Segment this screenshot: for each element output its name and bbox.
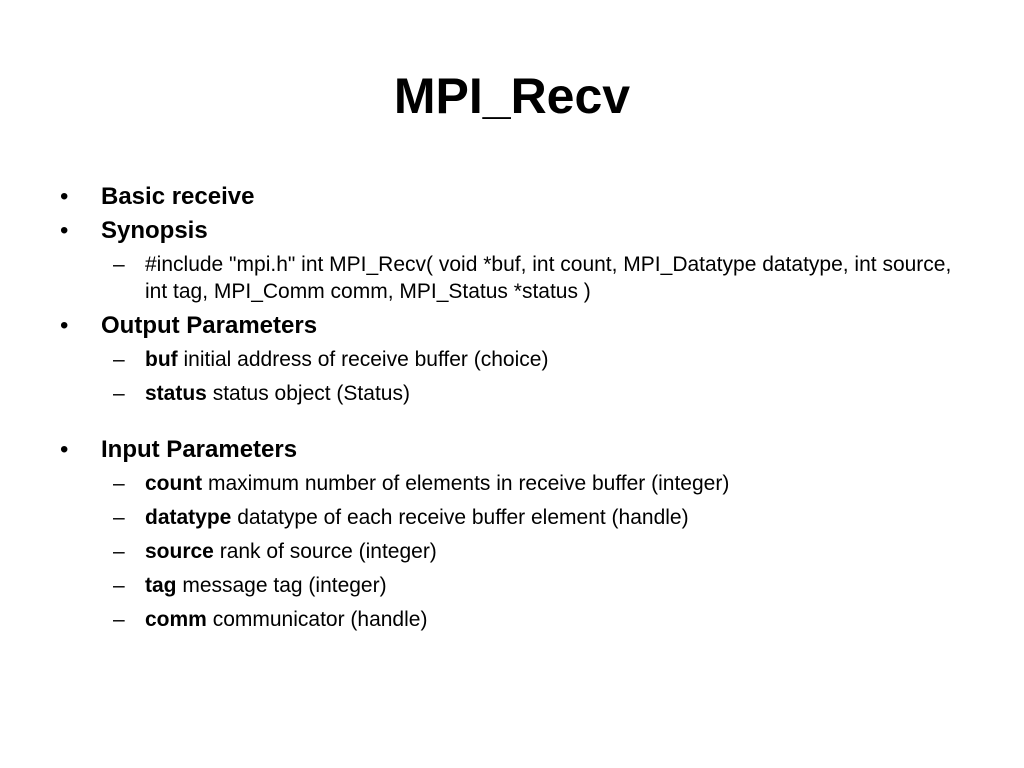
dash-icon: – bbox=[113, 608, 125, 631]
param-description: status object (Status) bbox=[206, 382, 410, 405]
param-keyword: source bbox=[145, 540, 214, 563]
dash-icon: – bbox=[113, 506, 125, 529]
bullet-basic-receive bbox=[60, 180, 960, 214]
param-buf bbox=[60, 343, 960, 377]
dash-icon: – bbox=[113, 348, 125, 371]
bullet-icon: • bbox=[60, 217, 69, 244]
dash-icon: – bbox=[113, 472, 125, 495]
param-keyword: buf bbox=[145, 348, 178, 371]
bullet-label: Basic receive bbox=[101, 183, 255, 210]
bullet-synopsis bbox=[60, 214, 960, 248]
spacer bbox=[60, 411, 960, 433]
param-description: initial address of receive buffer (choice) bbox=[177, 348, 549, 371]
param-tag bbox=[60, 569, 960, 603]
param-count bbox=[60, 467, 960, 501]
param-description: maximum number of elements in receive buffer (integer) bbox=[202, 472, 730, 495]
param-comm bbox=[60, 603, 960, 637]
bullet-icon: • bbox=[60, 436, 69, 463]
synopsis-code bbox=[60, 248, 960, 309]
param-keyword: datatype bbox=[145, 506, 232, 529]
param-description: datatype of each receive buffer element (handle) bbox=[231, 506, 689, 529]
slide-title: MPI_Recv bbox=[393, 68, 631, 124]
bullet-input-parameters bbox=[60, 433, 960, 467]
dash-icon: – bbox=[113, 253, 125, 276]
dash-icon: – bbox=[113, 540, 125, 563]
param-description: rank of source (integer) bbox=[213, 540, 437, 563]
param-keyword: status bbox=[145, 382, 207, 405]
param-keyword: count bbox=[145, 472, 203, 495]
dash-icon: – bbox=[113, 382, 125, 405]
param-keyword: comm bbox=[145, 608, 207, 631]
param-description: communicator (handle) bbox=[206, 608, 428, 631]
bullet-icon: • bbox=[60, 183, 69, 210]
bullet-label: Output Parameters bbox=[101, 312, 318, 339]
param-description: message tag (integer) bbox=[176, 574, 387, 597]
param-datatype bbox=[60, 501, 960, 535]
dash-icon: – bbox=[113, 574, 125, 597]
param-keyword: tag bbox=[145, 574, 177, 597]
slide-body bbox=[60, 180, 960, 637]
param-source bbox=[60, 535, 960, 569]
param-status bbox=[60, 377, 960, 411]
bullet-label: Synopsis bbox=[101, 217, 208, 244]
bullet-label: Input Parameters bbox=[101, 436, 298, 463]
bullet-icon: • bbox=[60, 312, 69, 339]
synopsis-text: #include "mpi.h" int MPI_Recv( void *buf, int count, MPI_Datatype datatype, int source, int tag, MPI_Comm comm, MPI_Status *status ) bbox=[145, 253, 952, 303]
bullet-output-parameters bbox=[60, 309, 960, 343]
